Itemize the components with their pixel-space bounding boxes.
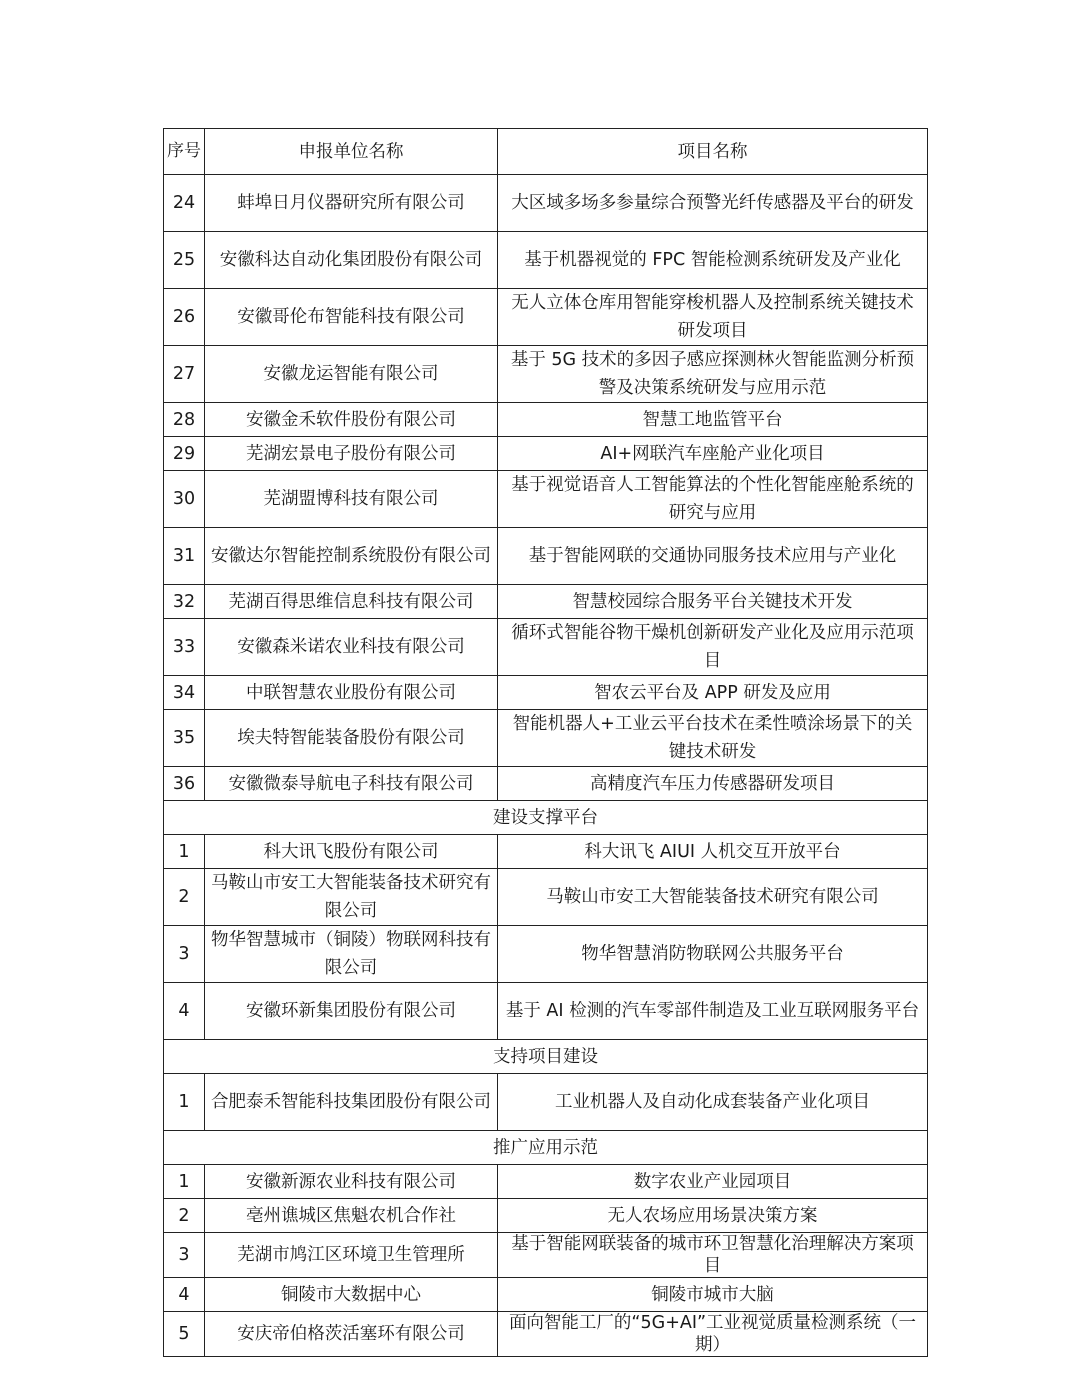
- table-row: [164, 1312, 928, 1357]
- row-num: 5: [164, 1312, 205, 1357]
- row-project: AI+网联汽车座舱产业化项目: [498, 437, 928, 471]
- table-row: [164, 528, 928, 585]
- header-project: 项目名称: [498, 129, 928, 175]
- row-num: 36: [164, 767, 205, 801]
- row-org: 芜湖宏景电子股份有限公司: [205, 437, 498, 471]
- table-row: [164, 1199, 928, 1233]
- header-row: [164, 129, 928, 175]
- row-num: 30: [164, 471, 205, 528]
- row-num: 27: [164, 346, 205, 403]
- row-org: 安徽金禾软件股份有限公司: [205, 403, 498, 437]
- table-row: [164, 869, 928, 926]
- row-project: 数字农业产业园项目: [498, 1165, 928, 1199]
- row-num: 2: [164, 1199, 205, 1233]
- row-project: 科大讯飞 AIUI 人机交互开放平台: [498, 835, 928, 869]
- row-org: 安徽新源农业科技有限公司: [205, 1165, 498, 1199]
- table-row: [164, 1074, 928, 1131]
- row-num: 4: [164, 983, 205, 1040]
- row-num: 24: [164, 175, 205, 232]
- table-row: [164, 1278, 928, 1312]
- row-project: 基于机器视觉的 FPC 智能检测系统研发及产业化: [498, 232, 928, 289]
- section-row: [164, 1131, 928, 1165]
- row-org: 埃夫特智能装备股份有限公司: [205, 710, 498, 767]
- row-num: 28: [164, 403, 205, 437]
- row-num: 33: [164, 619, 205, 676]
- row-project: 智慧校园综合服务平台关键技术开发: [498, 585, 928, 619]
- row-project: 物华智慧消防物联网公共服务平台: [498, 926, 928, 983]
- row-project: 面向智能工厂的“5G+AI”工业视觉质量检测系统（一期）: [498, 1312, 928, 1357]
- row-num: 2: [164, 869, 205, 926]
- row-org: 物华智慧城市（铜陵）物联网科技有限公司: [205, 926, 498, 983]
- row-project: 无人农场应用场景决策方案: [498, 1199, 928, 1233]
- row-org: 安徽环新集团股份有限公司: [205, 983, 498, 1040]
- row-project: 马鞍山市安工大智能装备技术研究有限公司: [498, 869, 928, 926]
- row-project: 基于 AI 检测的汽车零部件制造及工业互联网服务平台: [498, 983, 928, 1040]
- row-project: 无人立体仓库用智能穿梭机器人及控制系统关键技术研发项目: [498, 289, 928, 346]
- row-num: 35: [164, 710, 205, 767]
- table-row: [164, 676, 928, 710]
- section-title: 推广应用示范: [164, 1131, 928, 1165]
- section-row: [164, 801, 928, 835]
- table-row: [164, 1233, 928, 1278]
- table-row: [164, 585, 928, 619]
- row-org: 芜湖市鸠江区环境卫生管理所: [205, 1233, 498, 1278]
- table-row: [164, 346, 928, 403]
- section-title: 建设支撑平台: [164, 801, 928, 835]
- row-project: 基于视觉语音人工智能算法的个性化智能座舱系统的研究与应用: [498, 471, 928, 528]
- table-row: [164, 835, 928, 869]
- table-row: [164, 403, 928, 437]
- row-org: 安徽森米诺农业科技有限公司: [205, 619, 498, 676]
- row-project: 高精度汽车压力传感器研发项目: [498, 767, 928, 801]
- row-num: 1: [164, 1165, 205, 1199]
- table-row: [164, 767, 928, 801]
- table-row: [164, 289, 928, 346]
- table-row: [164, 619, 928, 676]
- row-project: 循环式智能谷物干燥机创新研发产业化及应用示范项目: [498, 619, 928, 676]
- row-num: 1: [164, 1074, 205, 1131]
- row-project: 智慧工地监管平台: [498, 403, 928, 437]
- row-org: 安徽龙运智能有限公司: [205, 346, 498, 403]
- project-list-table: [163, 128, 928, 1357]
- row-org: 安徽哥伦布智能科技有限公司: [205, 289, 498, 346]
- row-project: 基于智能网联装备的城市环卫智慧化治理解决方案项目: [498, 1233, 928, 1278]
- table-row: [164, 175, 928, 232]
- row-project: 基于智能网联的交通协同服务技术应用与产业化: [498, 528, 928, 585]
- row-num: 29: [164, 437, 205, 471]
- row-num: 34: [164, 676, 205, 710]
- row-num: 31: [164, 528, 205, 585]
- row-org: 马鞍山市安工大智能装备技术研究有限公司: [205, 869, 498, 926]
- section-title: 支持项目建设: [164, 1040, 928, 1074]
- row-org: 安徽微泰导航电子科技有限公司: [205, 767, 498, 801]
- row-num: 26: [164, 289, 205, 346]
- table-row: [164, 437, 928, 471]
- header-num: 序号: [164, 129, 205, 175]
- row-org: 芜湖盟博科技有限公司: [205, 471, 498, 528]
- row-org: 芜湖百得思维信息科技有限公司: [205, 585, 498, 619]
- row-project: 工业机器人及自动化成套装备产业化项目: [498, 1074, 928, 1131]
- row-project: 铜陵市城市大脑: [498, 1278, 928, 1312]
- row-project: 智农云平台及 APP 研发及应用: [498, 676, 928, 710]
- table-row: [164, 232, 928, 289]
- row-project: 大区域多场多参量综合预警光纤传感器及平台的研发: [498, 175, 928, 232]
- row-num: 3: [164, 1233, 205, 1278]
- row-project: 智能机器人+工业云平台技术在柔性喷涂场景下的关键技术研发: [498, 710, 928, 767]
- row-org: 科大讯飞股份有限公司: [205, 835, 498, 869]
- table-row: [164, 471, 928, 528]
- table-row: [164, 983, 928, 1040]
- header-org: 申报单位名称: [205, 129, 498, 175]
- row-num: 3: [164, 926, 205, 983]
- section-row: [164, 1040, 928, 1074]
- row-org: 安庆帝伯格茨活塞环有限公司: [205, 1312, 498, 1357]
- row-org: 亳州谯城区焦魁农机合作社: [205, 1199, 498, 1233]
- row-project: 基于 5G 技术的多因子感应探测林火智能监测分析预警及决策系统研发与应用示范: [498, 346, 928, 403]
- table-row: [164, 710, 928, 767]
- row-org: 蚌埠日月仪器研究所有限公司: [205, 175, 498, 232]
- row-num: 32: [164, 585, 205, 619]
- row-org: 铜陵市大数据中心: [205, 1278, 498, 1312]
- row-org: 安徽科达自动化集团股份有限公司: [205, 232, 498, 289]
- table-row: [164, 926, 928, 983]
- table-row: [164, 1165, 928, 1199]
- row-org: 中联智慧农业股份有限公司: [205, 676, 498, 710]
- row-num: 4: [164, 1278, 205, 1312]
- row-num: 25: [164, 232, 205, 289]
- row-num: 1: [164, 835, 205, 869]
- row-org: 合肥泰禾智能科技集团股份有限公司: [205, 1074, 498, 1131]
- row-org: 安徽达尔智能控制系统股份有限公司: [205, 528, 498, 585]
